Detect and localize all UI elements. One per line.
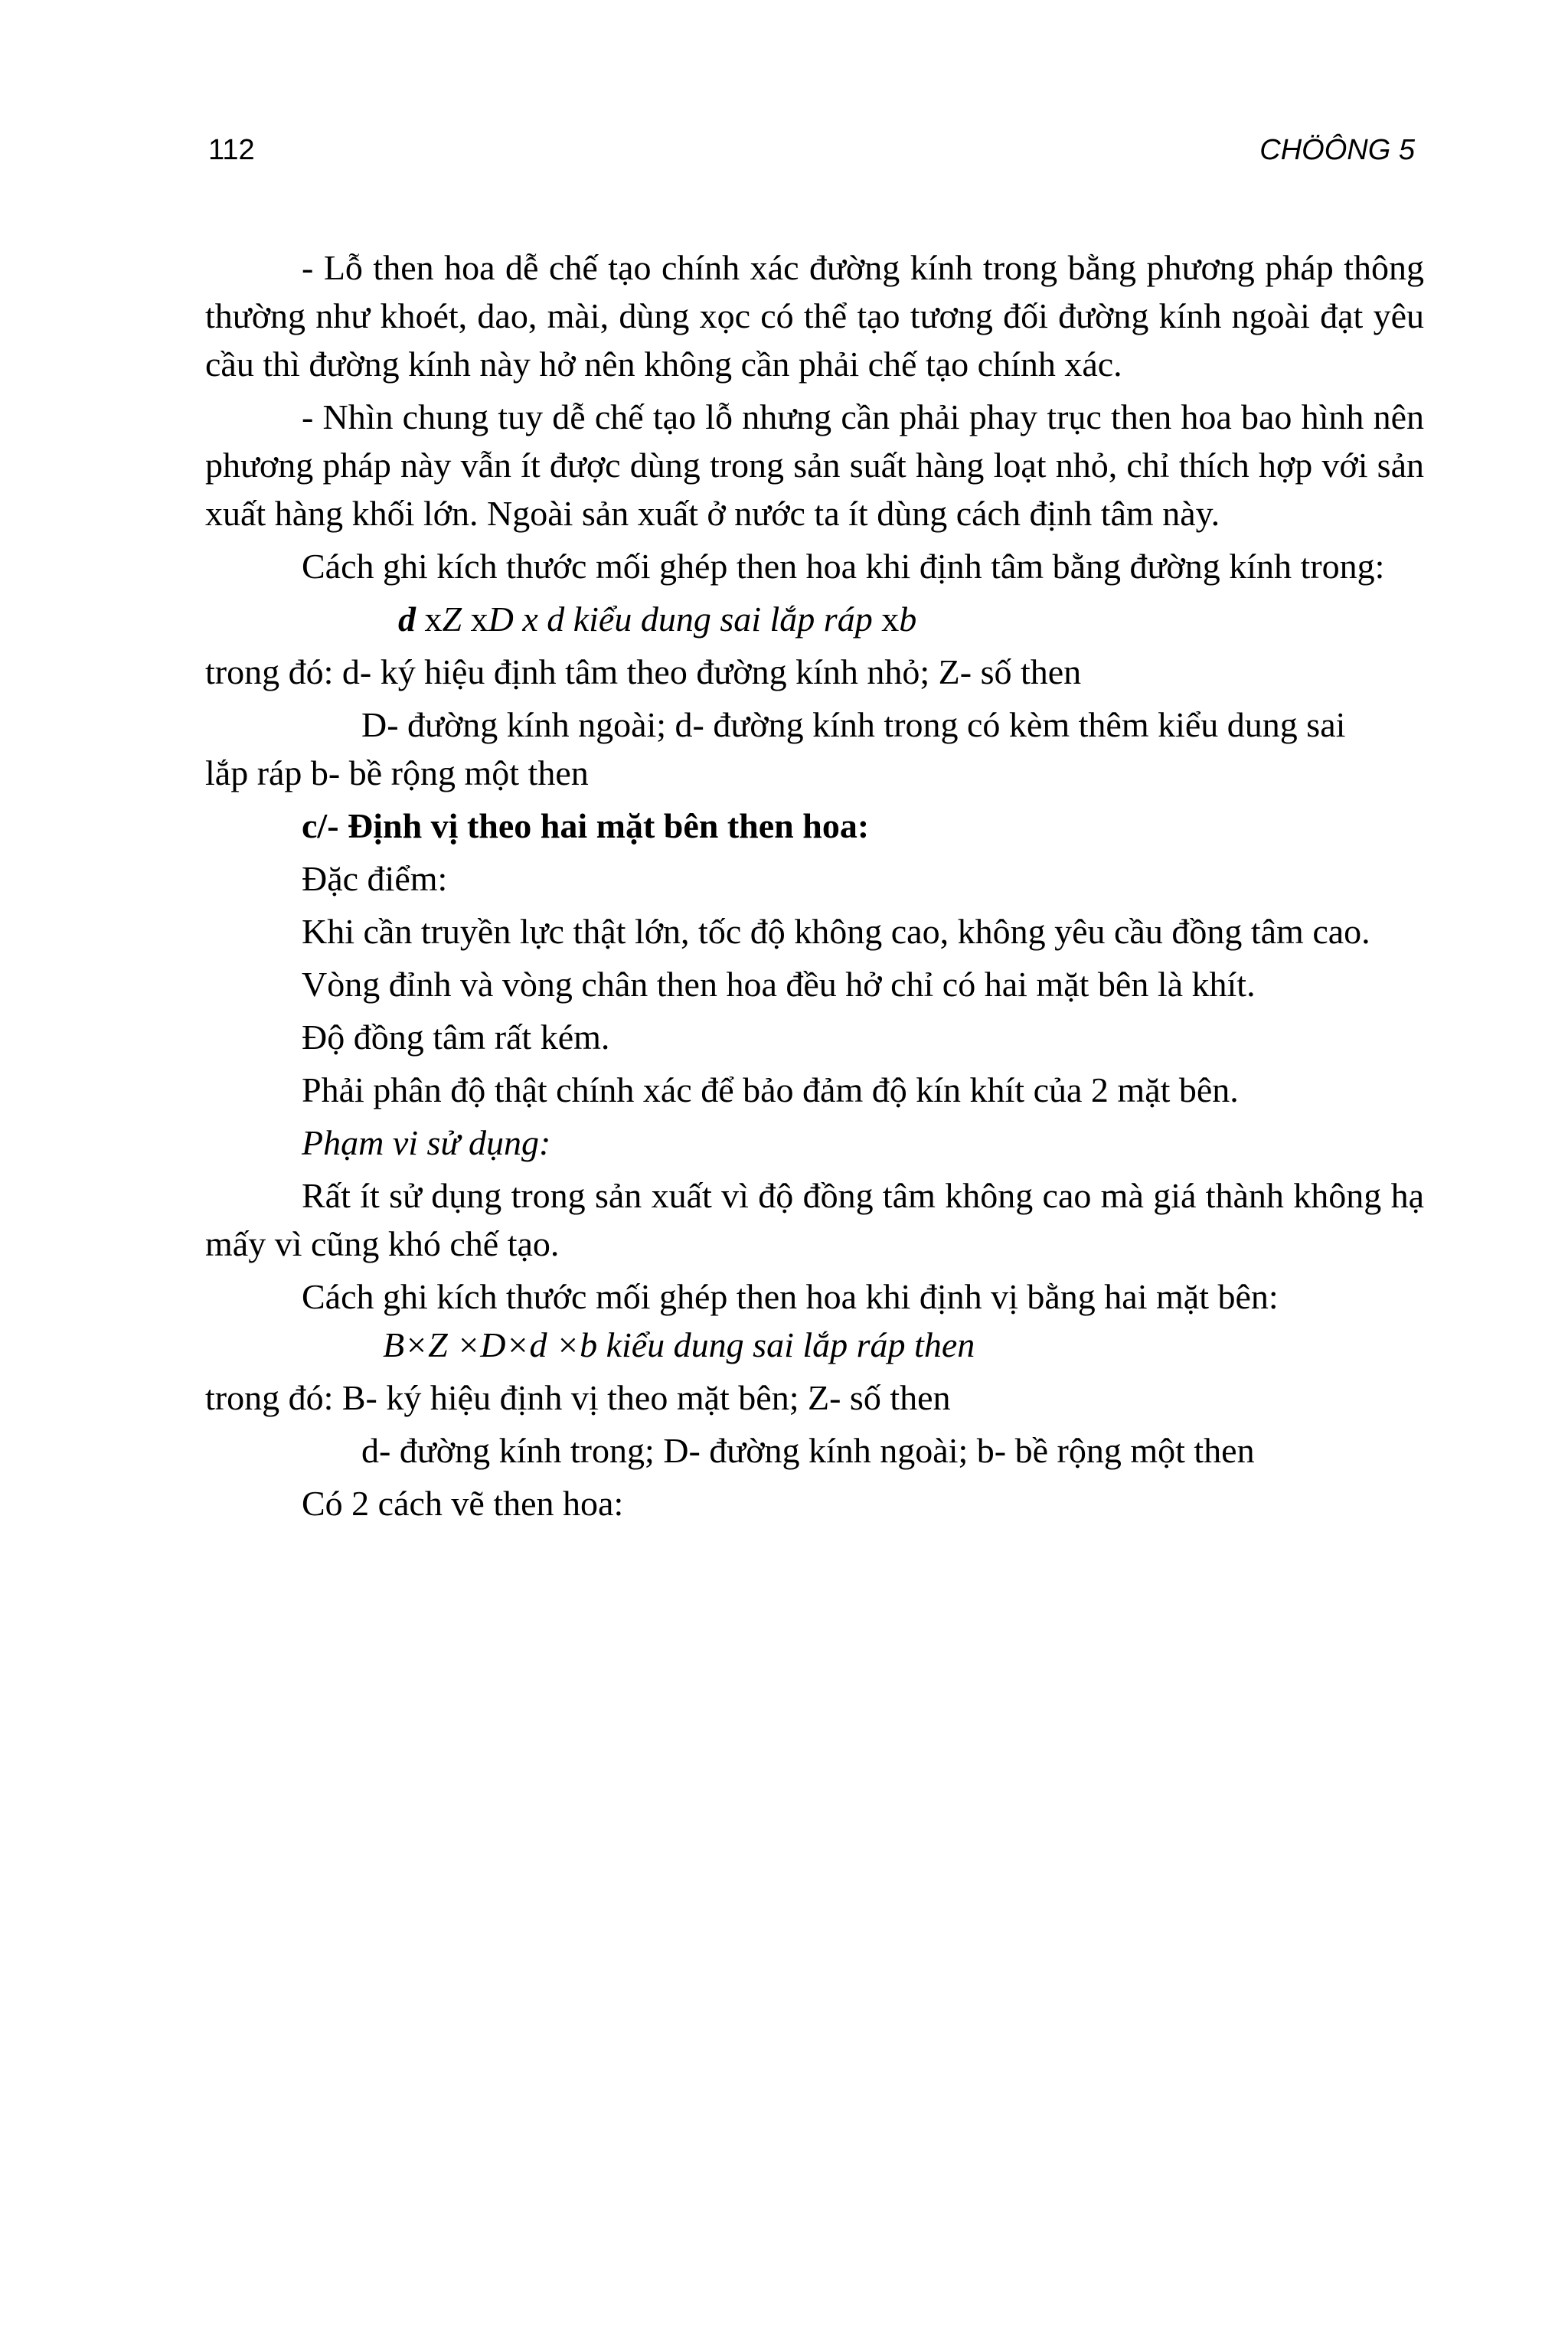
formula-side-faces: B×Z ×D×d ×b kiểu dung sai lắp ráp then (383, 1325, 975, 1364)
paragraph: - Nhìn chung tuy dễ chế tạo lỗ nhưng cần phải phay trục then hoa bao hình nên phương pháp này vẫn ít được dùng trong sản suất hàng loạt nhỏ, chỉ thích hợp với sản xuất hàng khối lớn. Ngoài sản xuất ở nước ta ít dùng cách định tâm này. (205, 397, 1424, 533)
paragraph-line: D- đường kính ngoài; d- đường kính trong có kèm thêm kiểu dung sai (361, 705, 1346, 744)
paragraph: Khi cần truyền lực thật lớn, tốc độ không cao, không yêu cầu đồng tâm cao. (302, 912, 1370, 951)
formula-times: x (462, 599, 488, 639)
formula-symbol-z: Z (442, 599, 462, 639)
formula-symbol-d: d (398, 599, 416, 639)
section-heading: c/- Định vị theo hai mặt bên then hoa: (302, 806, 870, 845)
page-body (205, 243, 1424, 1532)
page-header (208, 134, 1415, 180)
paragraph: Cách ghi kích thước mối ghép then hoa khi định tâm bằng đường kính trong: (302, 547, 1385, 586)
formula-times: x (872, 599, 900, 639)
formula-diameters: D x d kiểu dung sai lắp ráp (488, 599, 873, 639)
paragraph: - Lỗ then hoa dễ chế tạo chính xác đường kính trong bằng phương pháp thông thường như khoét, dao, mài, dùng xọc có thể tạo tương đối đường kính ngoài đạt yêu cầu thì đường kính này hở nên không cần phải chế tạo chính xác. (205, 248, 1424, 384)
paragraph: Vòng đỉnh và vòng chân then hoa đều hở chỉ có hai mặt bên là khít. (302, 965, 1256, 1004)
paragraph: Rất ít sử dụng trong sản xuất vì độ đồng tâm không cao mà giá thành không hạ mấy vì cũng khó chế tạo. (205, 1176, 1424, 1263)
paragraph: trong đó: B- ký hiệu định vị theo mặt bên; Z- số then (205, 1378, 951, 1417)
formula-symbol-b: b (899, 599, 917, 639)
formula-times: x (416, 599, 443, 639)
paragraph: Độ đồng tâm rất kém. (302, 1018, 610, 1057)
paragraph: trong đó: d- ký hiệu định tâm theo đường kính nhỏ; Z- số then (205, 652, 1082, 691)
chapter-title: CHÖÔNG 5 (1259, 134, 1415, 166)
paragraph: Có 2 cách vẽ then hoa: (302, 1484, 624, 1523)
formula-inner-diameter (205, 595, 1424, 643)
page-number: 112 (208, 134, 255, 166)
paragraph-line: lắp ráp b- bề rộng một then (205, 753, 589, 792)
paragraph: d- đường kính trong; D- đường kính ngoài; b- bề rộng một then (361, 1431, 1255, 1470)
subheading: Phạm vi sử dụng: (302, 1123, 551, 1162)
paragraph: Cách ghi kích thước mối ghép then hoa khi định vị bằng hai mặt bên: (302, 1277, 1279, 1316)
paragraph: Phải phân độ thật chính xác để bảo đảm độ kín khít của 2 mặt bên. (302, 1070, 1239, 1109)
paragraph: Đặc điểm: (302, 859, 448, 898)
